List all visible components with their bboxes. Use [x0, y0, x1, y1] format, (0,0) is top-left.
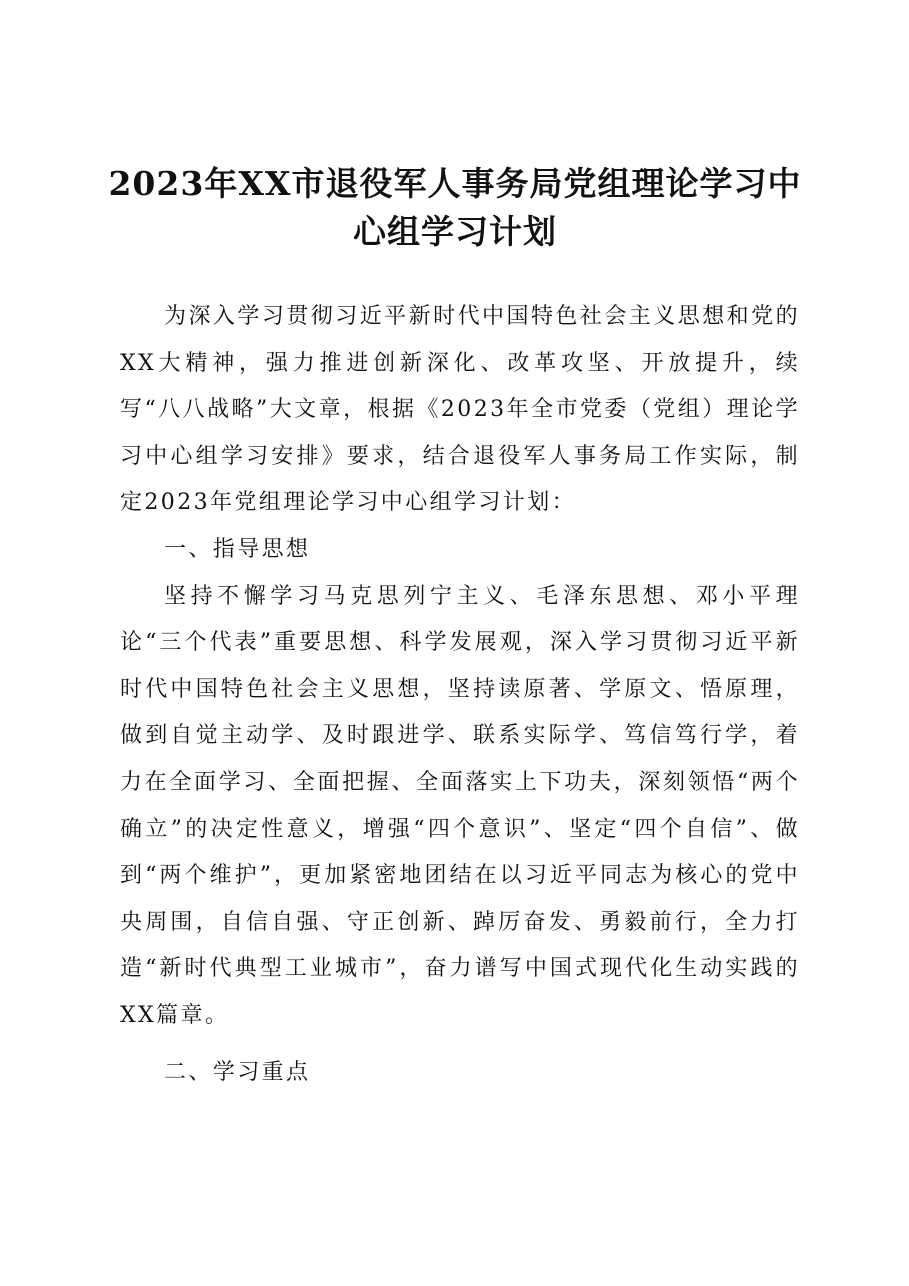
- document-title: [100, 160, 810, 256]
- paragraph-spacer: [120, 1040, 800, 1050]
- document-body: [120, 294, 800, 1096]
- section-2-heading: 二、学习重点: [164, 1059, 311, 1085]
- title-line-2: 心组学习计划: [353, 212, 557, 251]
- section-1-paragraph: 坚持不懈学习马克思列宁主义、毛泽东思想、邓小平理论“三个代表”重要思想、科学发展观，深入学习贯彻习近平新时代中国特色社会主义思想，坚持读原著、学原文、悟原理，做到自觉主动学、及时跟进学、联系实际学、笃信笃行学，着力在全面学习、全面把握、全面落实上下功夫，深刻领悟“两个确立”的决定性意义，增强“四个意识”、坚定“四个自信”、做到“两个维护”，更加紧密地团结在以习近平同志为核心的党中央周围，自信自强、守正创新、踔厉奋发、勇毅前行，全力打造“新时代典型工业城市”，奋力谱写中国式现代化生动实践的XX篇章。: [120, 583, 800, 1028]
- section-1-heading: 一、指导思想: [164, 536, 311, 562]
- title-line-1: 2023年XX市退役军人事务局党组理论学习中: [108, 164, 802, 203]
- intro-paragraph: 为深入学习贯彻习近平新时代中国特色社会主义思想和党的XX大精神，强力推进创新深化、改革攻坚、开放提升，续写“八八战略”大文章，根据《2023年全市党委（党组）理论学习中心组学习安排》要求，结合退役军人事务局工作实际，制定2023年党组理论学习中心组学习计划：: [120, 304, 800, 516]
